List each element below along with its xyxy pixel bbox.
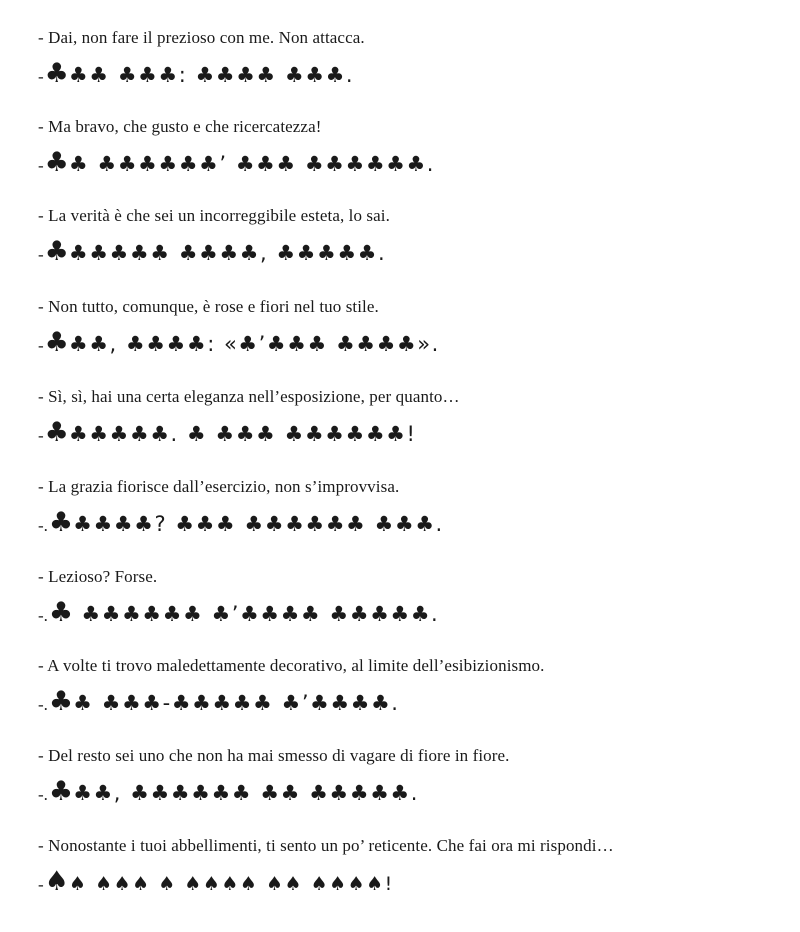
dialogue-pair-3: [38, 206, 778, 267]
cipher-dash: -.: [38, 606, 48, 625]
dialogue-line: - La grazia fiorisce dall’esercizio, non s’improvvisa.: [38, 477, 400, 496]
cipher-dash: -: [38, 426, 44, 445]
club-symbol-large: ♣: [48, 597, 74, 628]
dialogue-line: - Dai, non fare il prezioso con me. Non attacca.: [38, 28, 365, 47]
dialogue-line: - A volte ti trovo maledettamente decorativo, al limite dell’esibizionismo.: [38, 656, 545, 675]
cipher-dash: -.: [38, 785, 48, 804]
dialogue-pair-4: [38, 297, 778, 358]
club-symbol-large: ♣: [44, 417, 69, 448]
cipher-line: [38, 58, 778, 89]
dialogue-line: - Lezioso? Forse.: [38, 567, 158, 586]
club-symbol-large: ♣: [44, 236, 69, 267]
cipher-symbols: ♣♣♣♣♣. ♣ ♣♣♣ ♣♣♣♣♣♣!: [68, 422, 417, 446]
cipher-line: [38, 147, 778, 178]
cipher-symbols: ♠ ♠♠♠ ♠ ♠♠♠♠ ♠♠ ♠♠♠♠!: [68, 873, 394, 895]
dialogue-line: - Del resto sei uno che non ha mai smesso di vagare di fiore in fiore.: [38, 746, 510, 765]
dialogue-pair-7: [38, 567, 778, 628]
cipher-dash: -.: [38, 516, 48, 535]
club-symbol-large: ♣: [48, 507, 74, 538]
cipher-dash: -.: [38, 695, 48, 714]
cipher-line: [38, 417, 778, 448]
cipher-symbols: ♣♣♣♣♣ ♣♣♣♣, ♣♣♣♣♣.: [68, 241, 387, 265]
cipher-dash: -: [38, 156, 44, 175]
dialogue-line: - Nonostante i tuoi abbellimenti, ti sento un po’ reticente. Che fai ora mi rispondi…: [38, 836, 614, 855]
cipher-line: [38, 507, 778, 538]
club-symbol-large: ♣: [48, 686, 74, 717]
cipher-symbols: ♣ ♣♣♣-♣♣♣♣♣ ♣’♣♣♣♣.: [73, 691, 400, 715]
dialogue-line: - Ma bravo, che gusto e che ricercatezza!: [38, 117, 322, 136]
dialogue-pair-8: [38, 656, 778, 717]
cipher-line: [38, 597, 778, 628]
club-symbol-large: ♣: [44, 147, 69, 178]
club-symbol-large: ♣: [44, 58, 69, 89]
dialogue-pair-9: [38, 746, 778, 807]
dialogue-pair-2: [38, 117, 778, 178]
cipher-symbols: ♣♣, ♣♣♣♣♣♣ ♣♣ ♣♣♣♣♣.: [73, 781, 419, 805]
cipher-line: [38, 866, 778, 897]
cipher-line: [38, 327, 778, 358]
dialogue-pair-5: [38, 387, 778, 448]
cipher-dash: -: [38, 245, 44, 264]
cipher-symbols: ♣♣♣♣♣♣ ♣’♣♣♣♣ ♣♣♣♣♣.: [73, 602, 440, 626]
dialogue-line: - La verità è che sei un incorreggibile esteta, lo sai.: [38, 206, 390, 225]
cipher-symbols: ♣ ♣♣♣♣♣♣’ ♣♣♣ ♣♣♣♣♣♣.: [68, 152, 435, 176]
club-symbol-large: ♣: [44, 327, 69, 358]
dialogue-line: - Sì, sì, hai una certa eleganza nell’esposizione, per quanto…: [38, 387, 460, 406]
cipher-line: [38, 236, 778, 267]
cipher-symbols: ♣♣, ♣♣♣♣: «♣’♣♣♣ ♣♣♣♣».: [68, 332, 440, 356]
cipher-dash: -: [38, 875, 44, 894]
cipher-dash: -: [38, 67, 44, 86]
club-symbol-large: ♣: [48, 776, 74, 807]
dialogue-pair-1: [38, 28, 778, 89]
dialogue-pair-6: [38, 477, 778, 538]
cipher-dash: -: [38, 336, 44, 355]
spade-symbol-large: ♠: [44, 866, 69, 897]
dialogue-pair-10: [38, 836, 778, 897]
cipher-symbols: ♣♣ ♣♣♣: ♣♣♣♣ ♣♣♣.: [68, 63, 355, 87]
dialogue-line: - Non tutto, comunque, è rose e fiori nel tuo stile.: [38, 297, 379, 316]
cipher-symbols: ♣♣♣♣? ♣♣♣ ♣♣♣♣♣♣ ♣♣♣.: [73, 512, 444, 536]
cipher-line: [38, 776, 778, 807]
cipher-line: [38, 686, 778, 717]
